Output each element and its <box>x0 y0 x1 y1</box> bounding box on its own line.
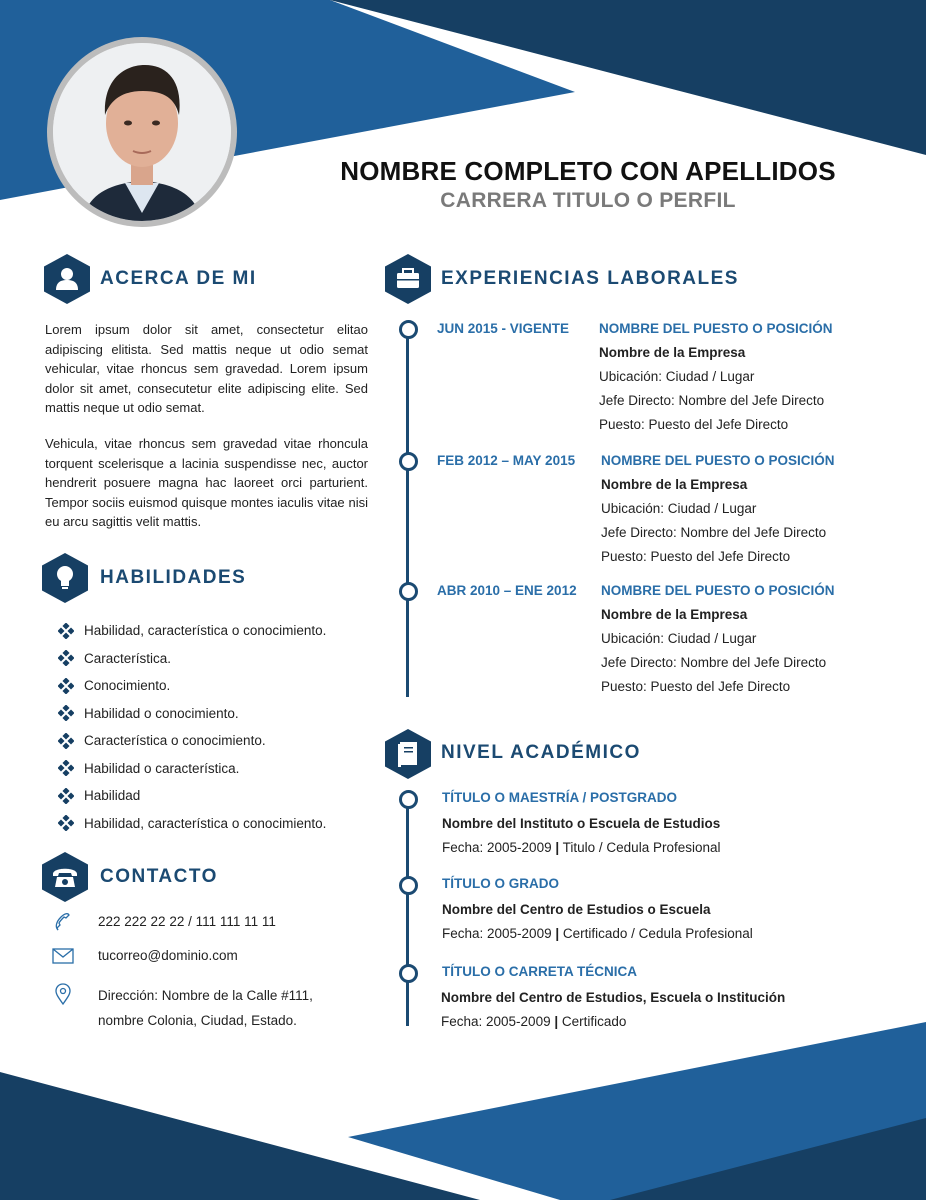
profile-title: CARRERA TITULO O PERFIL <box>440 189 736 212</box>
separator: | <box>554 1014 559 1029</box>
about-paragraph-2: Vehicula, vitae rhoncus sem gravedad vitae rhoncula torquent scelerisque a lacinia suspendisse nec, auctor hendrerit posuere magna hac laoreet orci parturient. Tempor sociis euismod quisque montes iaculis vitae nisi eu arcu sagittis velit mattis. <box>45 436 368 530</box>
job-company: Nombre de la Empresa <box>601 607 748 622</box>
list-item <box>58 700 326 728</box>
list-item <box>58 727 326 755</box>
list-item <box>58 617 326 645</box>
skills-heading: HABILIDADES <box>100 567 247 588</box>
contact-heading: CONTACTO <box>100 866 218 887</box>
skill-text: Habilidad, característica o conocimiento. <box>84 623 327 639</box>
phone-icon <box>53 912 73 932</box>
diamond-bullet-icon <box>58 760 74 776</box>
profile-photo-frame <box>47 37 237 227</box>
job-company: Nombre de la Empresa <box>601 477 748 492</box>
job-position: NOMBRE DEL PUESTO O POSICIÓN <box>599 321 833 336</box>
education-institution: Nombre del Instituto o Escuela de Estudios <box>442 816 721 831</box>
skill-text: Habilidad, característica o conocimiento. <box>84 815 327 831</box>
job-position: NOMBRE DEL PUESTO O POSICIÓN <box>601 453 835 468</box>
skill-text: Característica o conocimiento. <box>84 733 266 749</box>
education-date: Fecha: 2005-2009 <box>441 1014 551 1029</box>
timeline-dot <box>399 582 418 601</box>
timeline-dot <box>399 876 418 895</box>
skill-text: Conocimiento. <box>84 678 171 694</box>
list-item <box>58 672 326 700</box>
education-degree: TÍTULO O MAESTRÍA / POSTGRADO <box>442 790 677 805</box>
education-detail: Certificado / Cedula Profesional <box>562 926 753 941</box>
diamond-bullet-icon <box>58 678 74 694</box>
experience-timeline-line <box>406 330 409 697</box>
job-date: FEB 2012 – MAY 2015 <box>437 453 576 468</box>
book-icon <box>385 729 431 779</box>
job-boss: Jefe Directo: Nombre del Jefe Directo <box>599 393 825 408</box>
contact-phone: 222 222 22 22 / 111 111 11 11 <box>98 914 276 929</box>
about-paragraph-1: Lorem ipsum dolor sit amet, consectetur elitao adipiscing elitista. Sed mattis neque ut odio semat vehicular, vitae rhoncus sem gravedad. Lorem ipsum dolor sit amet, consecutetur elite adipiscing elite. Sed mattis neque ut odio semat. <box>45 322 368 416</box>
diamond-bullet-icon <box>58 733 74 749</box>
location-pin-icon <box>54 983 72 1005</box>
briefcase-icon <box>385 254 431 304</box>
job-boss-position: Puesto: Puesto del Jefe Directo <box>599 417 789 432</box>
education-institution: Nombre del Centro de Estudios o Escuela <box>442 902 711 917</box>
skills-list <box>58 617 326 837</box>
job-boss-position: Puesto: Puesto del Jefe Directo <box>601 679 791 694</box>
job-location: Ubicación: Ciudad / Lugar <box>599 369 755 384</box>
diamond-bullet-icon <box>58 650 74 666</box>
diamond-bullet-icon <box>58 788 74 804</box>
timeline-dot <box>399 320 418 339</box>
diamond-bullet-icon <box>58 705 74 721</box>
skill-text: Habilidad o conocimiento. <box>84 705 239 721</box>
education-details <box>441 1010 626 1034</box>
education-detail: Titulo / Cedula Profesional <box>562 840 721 855</box>
education-detail: Certificado <box>561 1014 627 1029</box>
diamond-bullet-icon <box>58 815 74 831</box>
about-heading: ACERCA DE MI <box>100 268 257 289</box>
job-location: Ubicación: Ciudad / Lugar <box>601 501 757 516</box>
list-item <box>58 782 326 810</box>
timeline-dot <box>399 964 418 983</box>
user-icon <box>44 254 90 304</box>
education-heading: NIVEL ACADÉMICO <box>441 742 641 763</box>
list-item <box>58 645 326 673</box>
education-date: Fecha: 2005-2009 <box>442 926 552 941</box>
lightbulb-icon <box>42 553 88 603</box>
skill-text: Habilidad <box>84 788 141 804</box>
education-date: Fecha: 2005-2009 <box>442 840 552 855</box>
job-date: ABR 2010 – ENE 2012 <box>437 583 577 598</box>
education-timeline-line <box>406 798 409 1026</box>
person-portrait-icon <box>53 43 231 221</box>
education-degree: TÍTULO O GRADO <box>442 876 559 891</box>
timeline-dot <box>399 790 418 809</box>
education-details <box>442 922 753 946</box>
experience-heading: EXPERIENCIAS LABORALES <box>441 268 739 289</box>
job-company: Nombre de la Empresa <box>599 345 746 360</box>
job-location: Ubicación: Ciudad / Lugar <box>601 631 757 646</box>
profile-photo <box>53 43 231 221</box>
education-details <box>442 836 721 860</box>
job-boss: Jefe Directo: Nombre del Jefe Directo <box>601 525 827 540</box>
timeline-dot <box>399 452 418 471</box>
full-name: NOMBRE COMPLETO CON APELLIDOS <box>340 156 836 186</box>
job-date: JUN 2015 - VIGENTE <box>437 321 570 336</box>
telephone-icon <box>42 852 88 902</box>
separator: | <box>555 926 560 941</box>
separator: | <box>555 840 560 855</box>
job-boss: Jefe Directo: Nombre del Jefe Directo <box>601 655 827 670</box>
contact-address-line1: Dirección: Nombre de la Calle #111, <box>98 988 313 1003</box>
education-degree: TÍTULO O CARRETA TÉCNICA <box>442 964 637 979</box>
list-item <box>58 755 326 783</box>
skill-text: Habilidad o característica. <box>84 760 240 776</box>
job-boss-position: Puesto: Puesto del Jefe Directo <box>601 549 791 564</box>
diamond-bullet-icon <box>58 623 74 639</box>
contact-email[interactable]: tucorreo@dominio.com <box>98 948 238 963</box>
envelope-icon <box>52 948 74 964</box>
job-position: NOMBRE DEL PUESTO O POSICIÓN <box>601 583 835 598</box>
skill-text: Característica. <box>84 650 172 666</box>
list-item <box>58 810 326 838</box>
contact-address-line2: nombre Colonia, Ciudad, Estado. <box>98 1013 297 1028</box>
education-institution: Nombre del Centro de Estudios, Escuela o Institución <box>441 990 786 1005</box>
